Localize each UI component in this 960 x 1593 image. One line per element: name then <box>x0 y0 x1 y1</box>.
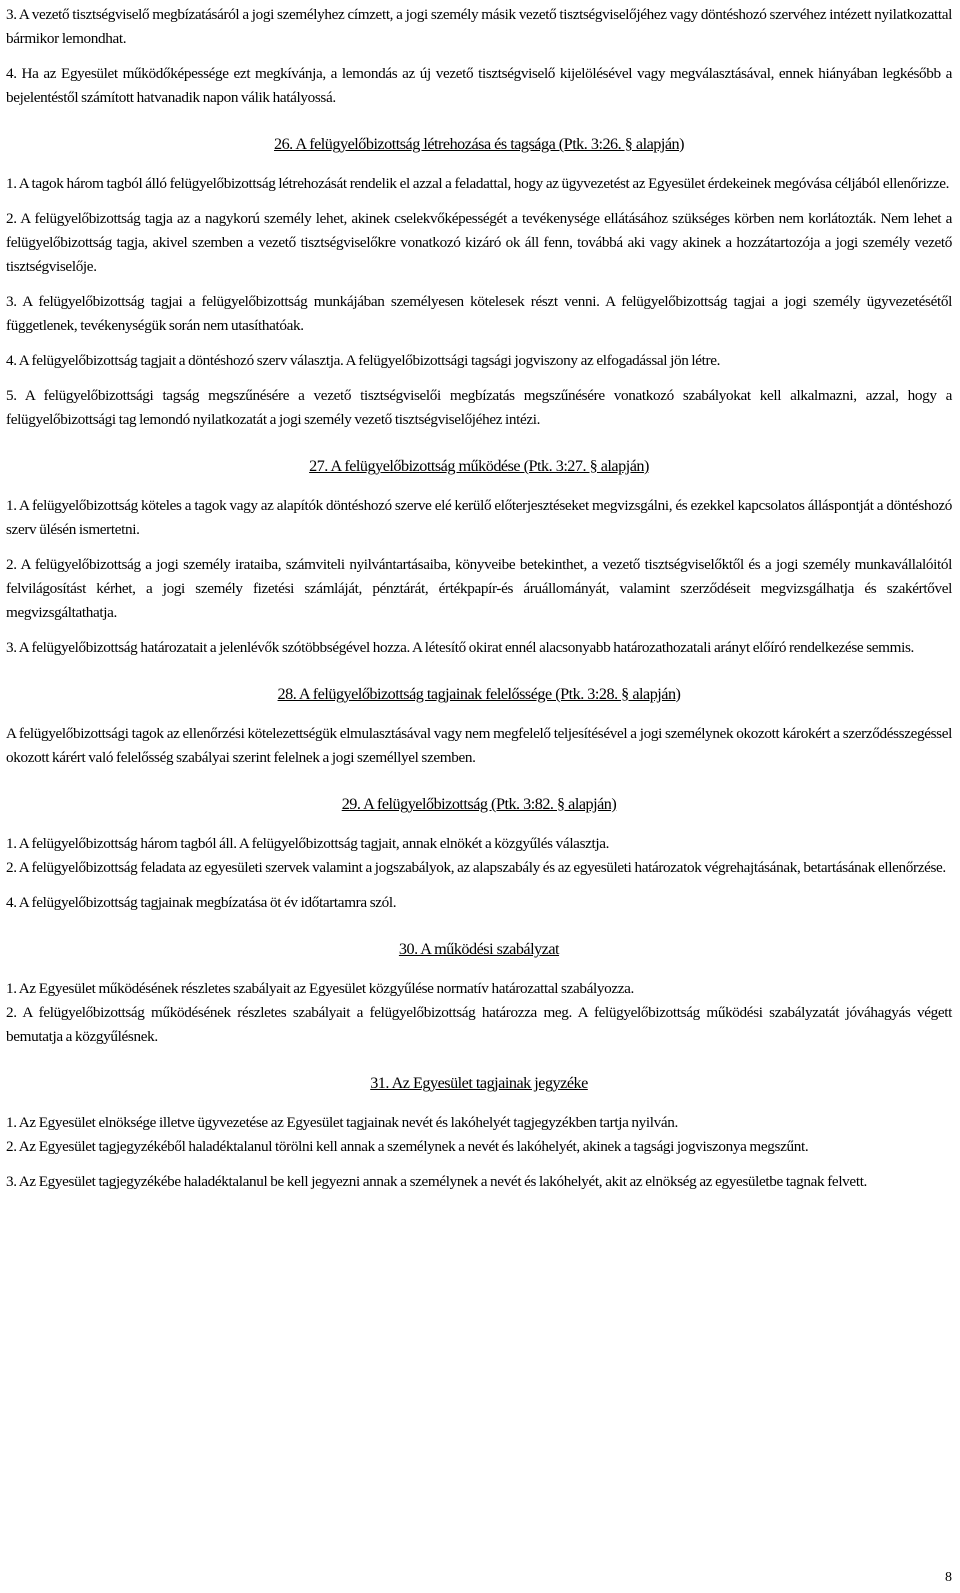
paragraph: 2. A felügyelőbizottság tagja az a nagykorú személy lehet, akinek cselekvőképességét a tevékenysége ellátásához szükséges körben nem korlátozták. Nem lehet a felügyelőbizottság tagja, akivel szemben a vezető tisztségviselőkre vonatkozó kizáró ok áll fenn, továbbá aki vagy akinek a hozzátartozója a jogi személy vezető tisztségviselője. <box>6 210 952 275</box>
paragraph: 3. A vezető tisztségviselő megbízatásáról a jogi személyhez címzett, a jogi személy másik vezető tisztségviselőjéhez vagy döntéshozó szervéhez intézett nyilatkozattal bármikor lemondhat. <box>6 6 952 47</box>
page-number: 8 <box>945 1570 952 1585</box>
paragraph: 4. A felügyelőbizottság tagjait a döntéshozó szerv választja. A felügyelőbizottsági tagsági jogviszony az elfogadással jön létre. <box>6 352 721 369</box>
paragraph: 1. Az Egyesület elnöksége illetve ügyvezetése az Egyesület tagjainak nevét és lakóhelyét tagjegyzékben tartja nyilván. <box>6 1114 678 1131</box>
paragraph: 3. A felügyelőbizottság határozatait a jelenlévők szótöbbségével hozza. A létesítő okirat ennél alacsonyabb határozathozatali arányt előíró rendelkezése semmis. <box>6 639 914 656</box>
paragraph: 1. Az Egyesület működésének részletes szabályait az Egyesület közgyűlése normatív határozattal szabályozza. <box>6 980 634 997</box>
paragraph: 1. A felügyelőbizottság köteles a tagok vagy az alapítók döntéshozó szerve elé kerülő előterjesztéseket megvizsgálni, és ezekkel kapcsolatos álláspontját a döntéshozó szerv ülésén ismertetni. <box>6 497 952 538</box>
paragraph: 2. A felügyelőbizottság működésének részletes szabályait a felügyelőbizottság határozza meg. A felügyelőbizottság működési szabályzatát jóváhagyás végett bemutatja a közgyűlésnek. <box>6 1004 952 1045</box>
section-heading: 26. A felügyelőbizottság létrehozása és tagsága (Ptk. 3:26. § alapján) <box>273 135 685 153</box>
section-heading: 29. A felügyelőbizottság (Ptk. 3:82. § alapján) <box>341 795 617 813</box>
paragraph: 1. A felügyelőbizottság három tagból áll. A felügyelőbizottság tagjait, annak elnökét a közgyűlés választja. <box>6 835 610 852</box>
paragraph: 3. A felügyelőbizottság tagjai a felügyelőbizottság munkájában személyesen kötelesek részt venni. A felügyelőbizottság tagjai a jogi személy ügyvezetésétől függetlenek, tevékenységük során nem utasíthatóak. <box>6 293 952 334</box>
paragraph: 1. A tagok három tagból álló felügyelőbizottság létrehozását rendelik el azzal a feladattal, hogy az ügyvezetést az Egyesület érdekeinek megóvása céljából ellenőrizze. <box>6 175 950 192</box>
paragraph: 2. A felügyelőbizottság a jogi személy irataiba, számviteli nyilvántartásaiba, könyveibe betekinthet, a vezető tisztségviselőktől és a jogi személy munkavállalóitól felvilágosítást kérhet, a jogi személy fizetési számláját, pénztárát, értékpapír-és áruállományát, valamint szerződéseit megvizsgálhatja és szakértővel megvizsgáltathatja. <box>6 556 952 621</box>
paragraph: 3. Az Egyesület tagjegyzékébe haladéktalanul be kell jegyezni annak a személynek a nevét és lakóhelyét, akit az elnökség az egyesületbe tagnak felvett. <box>6 1173 868 1190</box>
paragraph: 4. Ha az Egyesület működőképessége ezt megkívánja, a lemondás az új vezető tisztségviselő kijelölésével vagy megválasztásával, ennek hiányában legkésőbb a bejelentéstől számított hatvanadik napon válik hatályossá. <box>6 65 952 106</box>
document-page <box>6 3 952 1205</box>
paragraph: 2. A felügyelőbizottság feladata az egyesületi szervek valamint a jogszabályok, az alapszabály és az egyesületi határozatok végrehajtásának, betartásának ellenőrzése. <box>6 859 946 876</box>
section-heading: 30. A működési szabályzat <box>398 940 560 958</box>
paragraph: 4. A felügyelőbizottság tagjainak megbízatása öt év időtartamra szól. <box>6 894 397 911</box>
paragraph: A felügyelőbizottsági tagok az ellenőrzési kötelezettségük elmulasztásával vagy nem megfelelő teljesítésével a jogi személynek okozott károkért a szerződésszegéssel okozott kárért való felelősség szabályai szerint felelnek a jogi személlyel szemben. <box>6 725 952 766</box>
paragraph: 2. Az Egyesület tagjegyzékéből haladéktalanul törölni kell annak a személynek a nevét és lakóhelyét, akinek a tagsági jogviszonya megszűnt. <box>6 1138 809 1155</box>
paragraph: 5. A felügyelőbizottsági tagság megszűnésére a vezető tisztségviselői megbízatás megszűnésére vonatkozó szabályokat kell alkalmazni, azzal, hogy a felügyelőbizottsági tag lemondó nyilatkozatát a jogi személy vezető tisztségviselőjéhez intézi. <box>6 387 952 428</box>
section-heading: 28. A felügyelőbizottság tagjainak felelőssége (Ptk. 3:28. § alapján) <box>277 685 681 703</box>
section-heading: 27. A felügyelőbizottság működése (Ptk. 3:27. § alapján) <box>309 457 649 475</box>
section-heading: 31. Az Egyesület tagjainak jegyzéke <box>370 1074 588 1092</box>
